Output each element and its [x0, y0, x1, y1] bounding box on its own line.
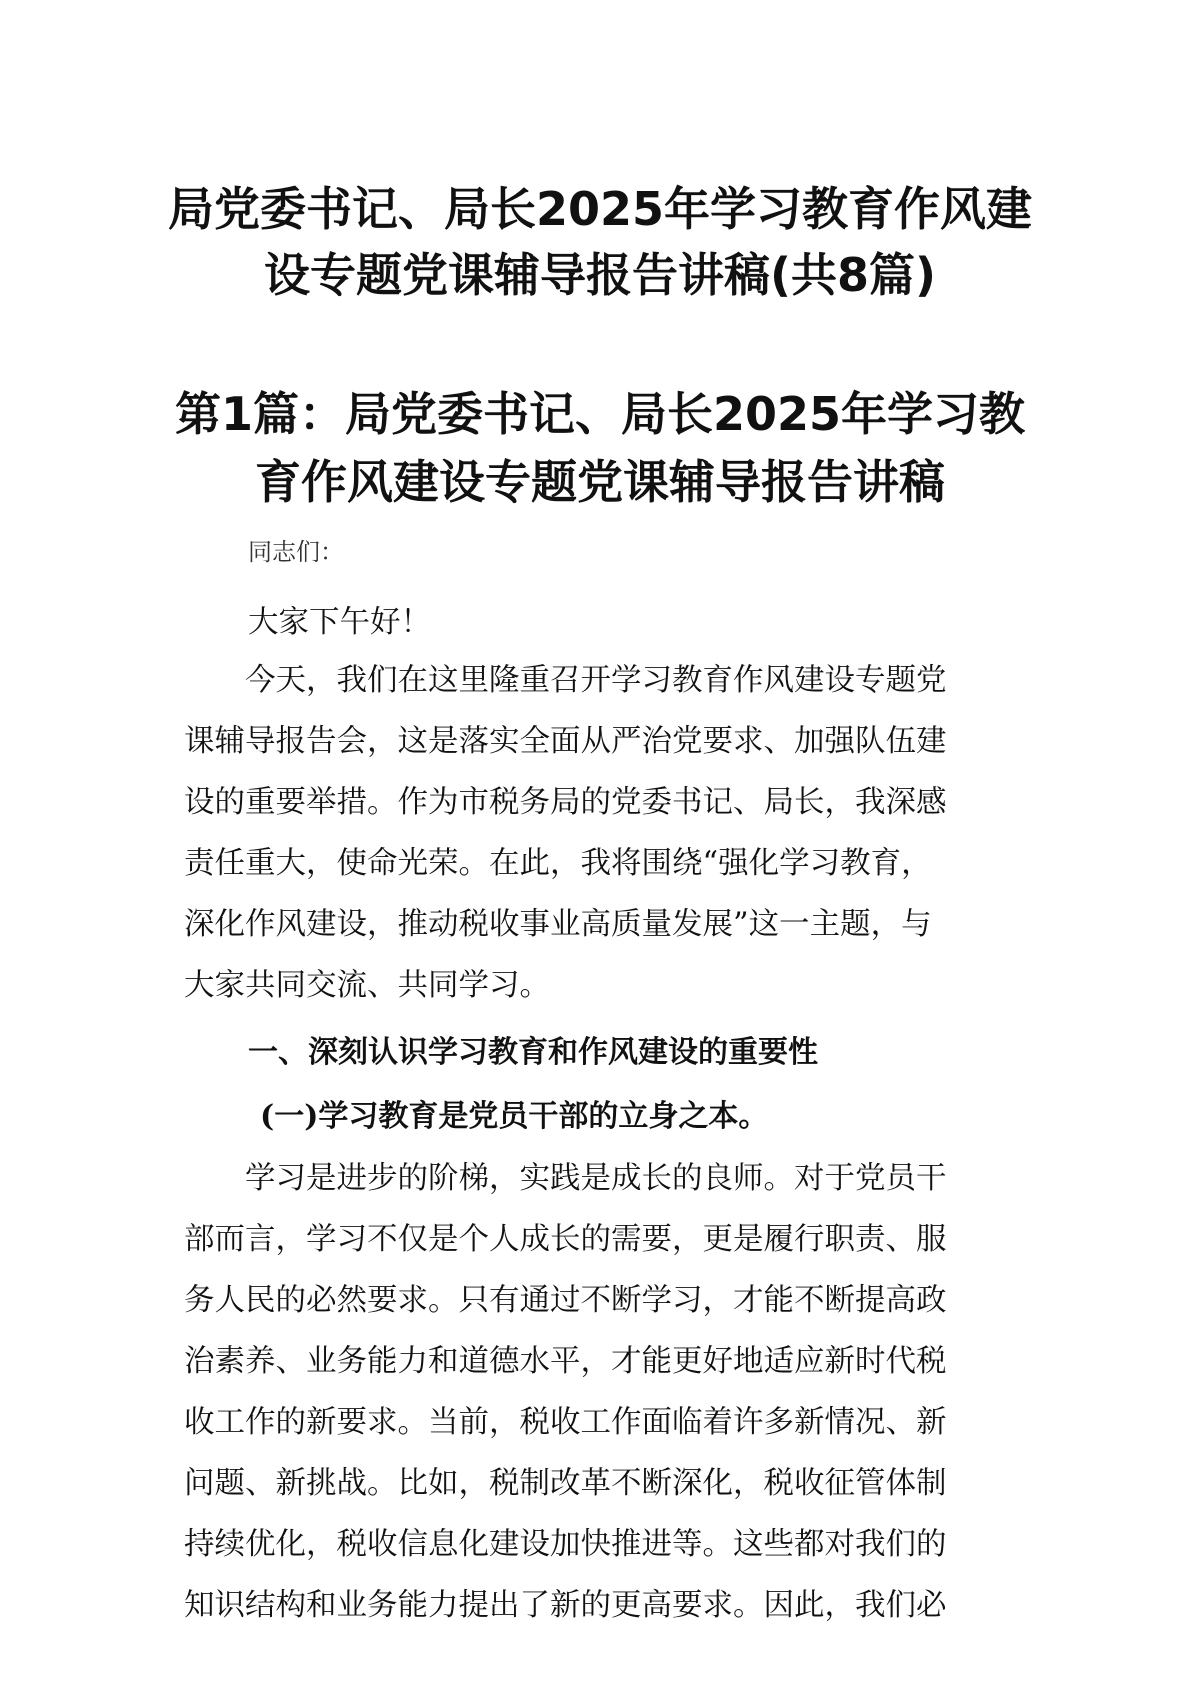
chapter-title	[120, 380, 1080, 516]
paragraph-line: 治素养、业务能力和道德水平，才能更好地适应新时代税	[184, 1344, 947, 1379]
paragraph-line: 设的重要举措。作为市税务局的党委书记、局长，我深感	[184, 785, 947, 820]
document-title-line: 设专题党课辅导报告讲稿(共8篇)	[263, 248, 937, 302]
paragraph-intro	[184, 650, 1024, 1016]
chapter-title-line: 第1篇：局党委书记、局长2025年学习教	[174, 387, 1026, 441]
paragraph-line: 问题、新挑战。比如，税制改革不断深化，税收征管体制	[184, 1466, 947, 1501]
paragraph-line: 持续优化，税收信息化建设加快推进等。这些都对我们的	[184, 1527, 947, 1562]
paragraph-line: 务人民的必然要求。只有通过不断学习，才能不断提高政	[184, 1283, 947, 1318]
document-title-line: 局党委书记、局长2025年学习教育作风建	[167, 182, 1033, 236]
section-heading: 一、深刻认识学习教育和作风建设的重要性	[248, 1035, 818, 1070]
paragraph-line: 部而言，学习不仅是个人成长的需要，更是履行职责、服	[184, 1222, 947, 1257]
paragraph-line: 课辅导报告会，这是落实全面从严治党要求、加强队伍建	[184, 724, 947, 759]
paragraph-line: 责任重大，使命光荣。在此，我将围绕“强化学习教育，	[184, 846, 932, 881]
paragraph-line: 学习是进步的阶梯，实践是成长的良师。对于党员干	[184, 1161, 947, 1196]
paragraph-line: 收工作的新要求。当前，税收工作面临着许多新情况、新	[184, 1405, 947, 1440]
paragraph-line: 深化作风建设，推动税收事业高质量发展”这一主题，与	[184, 907, 932, 942]
paragraph-line: 大家共同交流、共同学习。	[184, 968, 550, 1003]
chapter-title-line: 育作风建设专题党课辅导报告讲稿	[255, 455, 945, 509]
subsection-heading: (一)学习教育是党员干部的立身之本。	[260, 1099, 769, 1134]
paragraph-line: 今天，我们在这里隆重召开学习教育作风建设专题党	[184, 663, 947, 698]
salutation: 同志们：	[248, 538, 344, 566]
paragraph-learning	[184, 1148, 1024, 1636]
paragraph-line: 知识结构和业务能力提出了新的更高要求。因此，我们必	[184, 1588, 947, 1623]
document-title	[120, 176, 1080, 308]
greeting: 大家下午好！	[248, 605, 431, 640]
